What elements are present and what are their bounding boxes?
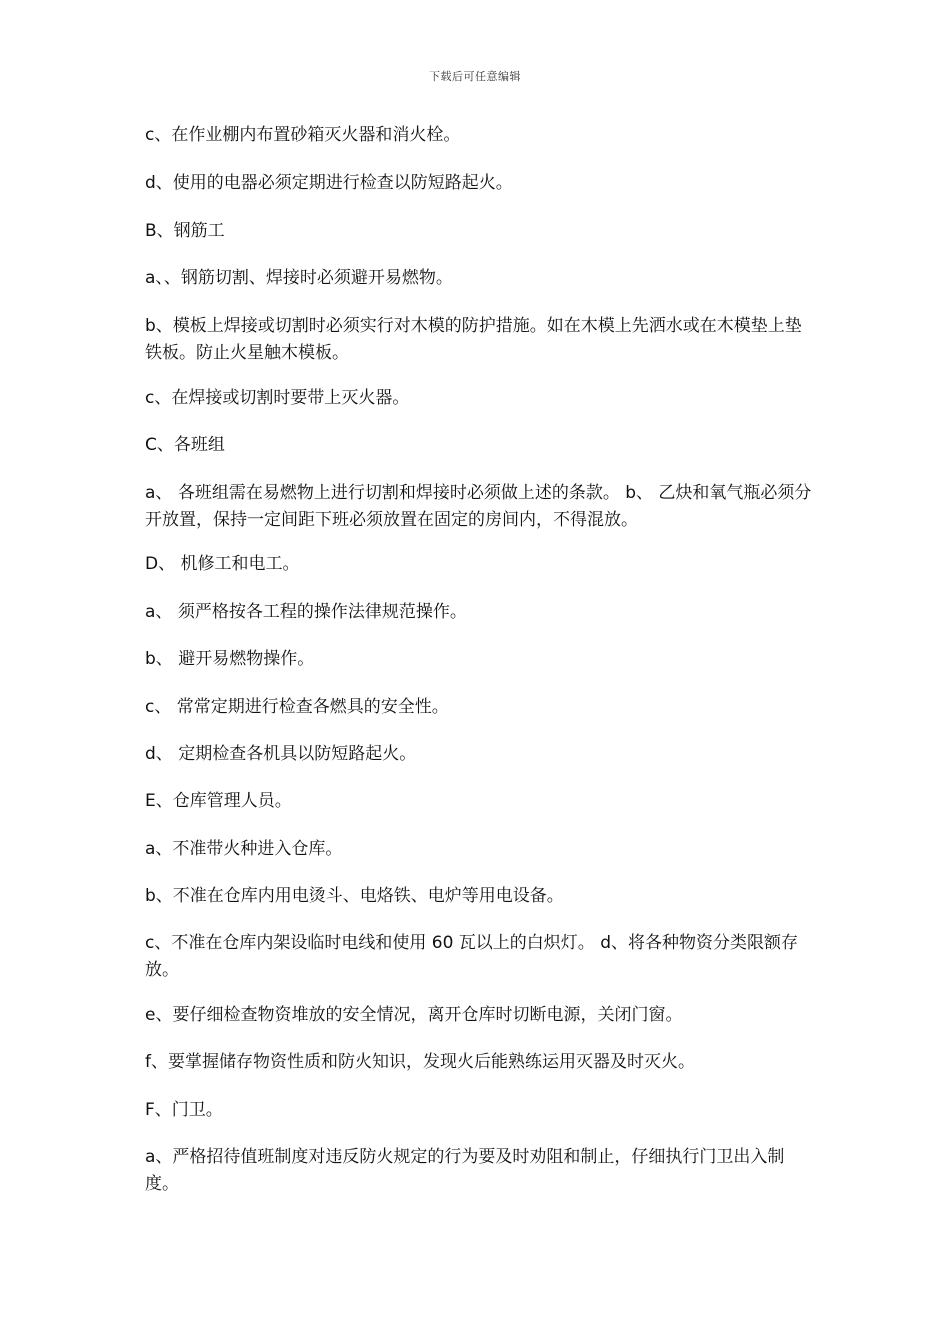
paragraph: c、在作业棚内布置砂箱灭火器和消火栓。 (145, 125, 461, 145)
paragraph: b、不准在仓库内用电烫斗、电烙铁、电炉等用电设备。 (145, 886, 564, 906)
paragraph: a、、钢筋切割、焊接时必须避开易燃物。 (145, 268, 453, 288)
section-heading: E、仓库管理人员。 (145, 791, 292, 811)
page-header: 下载后可任意编辑 (429, 70, 521, 83)
paragraph: c、在焊接或切割时要带上灭火器。 (145, 388, 410, 408)
paragraph: d、使用的电器必须定期进行检查以防短路起火。 (145, 173, 513, 193)
paragraph: c、不准在仓库内架设临时电线和使用 60 瓦以上的白炽灯。 d、将各种物资分类限额存放。 (145, 933, 798, 980)
paragraph: f、要掌握储存物资性质和防火知识，发现火后能熟练运用灭器及时灭火。 (145, 1052, 695, 1072)
paragraph: d、 定期检查各机具以防短路起火。 (145, 744, 417, 764)
paragraph: b、模板上焊接或切割时必须实行对木模的防护措施。如在木模上先洒水或在木模垫上垫铁板。防止火星触木模板。 (145, 316, 802, 363)
paragraph: a、 须严格按各工程的操作法律规范操作。 (145, 602, 467, 622)
paragraph: a、严格招待值班制度对违反防火规定的行为要及时劝阻和制止，仔细执行门卫出入制度。 (145, 1147, 785, 1194)
section-heading: C、各班组 (145, 435, 225, 455)
paragraph: b、 避开易燃物操作。 (145, 649, 315, 669)
paragraph: c、 常常定期进行检查各燃具的安全性。 (145, 697, 449, 717)
paragraph: a、 各班组需在易燃物上进行切割和焊接时必须做上述的条款。 b、 乙炔和氧气瓶必须分开放置，保持一定间距下班必须放置在固定的房间内，不得混放。 (145, 483, 812, 530)
section-heading: D、 机修工和电工。 (145, 554, 300, 574)
paragraph: e、要仔细检查物资堆放的安全情况，离开仓库时切断电源，关闭门窗。 (145, 1005, 683, 1025)
section-heading: F、门卫。 (145, 1100, 223, 1120)
section-heading: B、钢筋工 (145, 221, 225, 241)
paragraph: a、不准带火种进入仓库。 (145, 839, 343, 859)
